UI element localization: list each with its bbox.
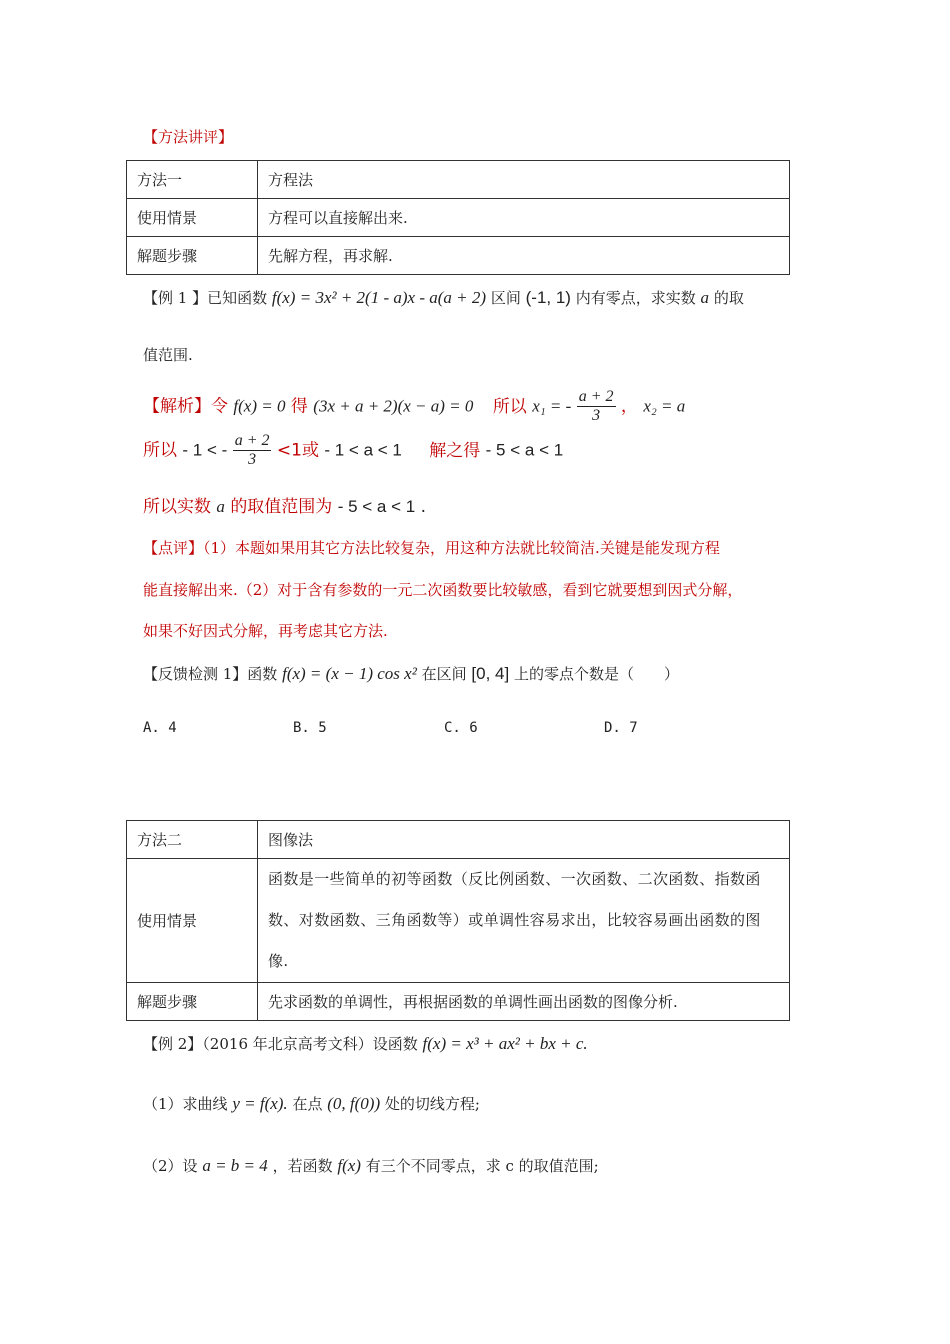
method-table-2 (126, 820, 790, 1021)
fraction (577, 388, 616, 425)
example-label: 【例 2】（2016 年北京高考文科）设函数 (143, 1035, 418, 1053)
feedback-question (143, 664, 679, 684)
function-formula: f(x) = (x − 1) cos x² (282, 664, 417, 683)
function-formula: f(x) (337, 1156, 361, 1175)
text: 的取值范围为 (230, 497, 333, 517)
example-2-question-1 (143, 1094, 480, 1114)
table-row (127, 983, 790, 1021)
feedback-label: 【反馈检测 1】函数 (143, 665, 278, 683)
solution-line-2 (143, 432, 563, 469)
inequality: - 1 < a < 1 (324, 440, 402, 460)
table-cell: 方法二 (127, 821, 258, 859)
root-x2: x₂ = a (643, 396, 686, 416)
text: 解之得 (429, 440, 481, 461)
numerator: a + 2 (578, 388, 614, 405)
table-row (127, 237, 790, 275)
text: （2）设 (143, 1157, 198, 1175)
table-cell: 方程可以直接解出来. (258, 199, 790, 237)
table-cell: 先解方程，再求解. (258, 237, 790, 275)
equation: (3x + a + 2)(x − a) = 0 (313, 396, 474, 416)
example-2-question-2 (143, 1156, 599, 1176)
section-heading: 【方法讲评】 (143, 128, 234, 146)
text: 所以 (143, 440, 177, 461)
solution-tag: 【解析】令 (143, 396, 228, 417)
text: 在区间 (421, 665, 467, 683)
table-cell: 使用情景 (127, 859, 258, 983)
method-table-1 (126, 160, 790, 275)
example-1-line-2: 值范围. (143, 346, 193, 364)
condition: a = b = 4 (202, 1156, 268, 1175)
text: <1或 (276, 440, 319, 461)
option-d: D. 7 (604, 720, 638, 736)
text: 处的切线方程; (384, 1095, 480, 1113)
text: ，若函数 (272, 1157, 333, 1175)
inequality: - 1 < - (182, 440, 228, 460)
comment-line-2: 能直接解出来.（2）对于含有参数的一元二次函数要比较敏感，看到它就要想到因式分解， (143, 581, 743, 599)
table-row (127, 199, 790, 237)
table-cell: 方程法 (258, 161, 790, 199)
function-formula: f(x) = 3x² + 2(1 - a)x - a(a + 2) (271, 288, 487, 307)
example-2-line (143, 1034, 588, 1054)
option-c: C. 6 (444, 720, 478, 736)
root-x1: x₁ = - (532, 396, 572, 416)
text: 所以实数 (143, 497, 211, 517)
denominator: 3 (248, 451, 257, 468)
numerator: a + 2 (234, 432, 270, 449)
text: . (420, 497, 427, 517)
inequality: - 5 < a < 1 (485, 440, 564, 460)
fraction (233, 432, 272, 469)
table-row (127, 859, 790, 983)
solution-line-3 (143, 492, 426, 517)
text: （1）求曲线 (143, 1095, 228, 1113)
text: 内有零点，求实数 (575, 289, 696, 307)
option-a: A. 4 (143, 720, 177, 736)
table-row (127, 821, 790, 859)
example-1-line-1 (143, 288, 744, 308)
equation: f(x) = 0 (233, 396, 286, 416)
variable: a (700, 288, 710, 307)
variable: a (216, 497, 225, 516)
text: ， (620, 396, 638, 417)
interval: (-1, 1) (525, 288, 571, 307)
comment-line-1: 【点评】（1）本题如果用其它方法比较复杂，用这种方法就比较简洁.关键是能发现方程 (143, 539, 720, 557)
text: 所以 (492, 396, 527, 417)
text: 区间 (490, 289, 521, 307)
table-row (127, 161, 790, 199)
text: 上的零点个数是（ ） (513, 665, 679, 683)
interval: [0, 4] (471, 664, 510, 683)
table-cell: 图像法 (258, 821, 790, 859)
table-cell: 使用情景 (127, 199, 258, 237)
point: (0, f(0)) (327, 1094, 381, 1113)
example-label: 【例 1 】已知函数 (143, 289, 268, 307)
text: 有三个不同零点，求 c 的取值范围; (365, 1157, 599, 1175)
table-cell: 先求函数的单调性，再根据函数的单调性画出函数的图像分析. (258, 983, 790, 1021)
range: - 5 < a < 1 (337, 497, 416, 516)
table-cell: 函数是一些简单的初等函数（反比例函数、一次函数、二次函数、指数函数、对数函数、三角函数等）或单调性容易求出，比较容易画出函数的图像. (258, 859, 790, 983)
text: 的取 (713, 289, 744, 307)
denominator: 3 (592, 407, 601, 424)
text: 在点 (292, 1095, 323, 1113)
solution-line-1 (143, 388, 685, 425)
comment-line-3: 如果不好因式分解，再考虑其它方法. (143, 622, 388, 640)
table-cell: 方法一 (127, 161, 258, 199)
curve-formula: y = f(x). (232, 1094, 288, 1113)
option-b: B. 5 (293, 720, 327, 736)
table-cell: 解题步骤 (127, 237, 258, 275)
table-cell: 解题步骤 (127, 983, 258, 1021)
text: 得 (290, 396, 308, 417)
function-formula: f(x) = x³ + ax² + bx + c. (422, 1034, 588, 1053)
